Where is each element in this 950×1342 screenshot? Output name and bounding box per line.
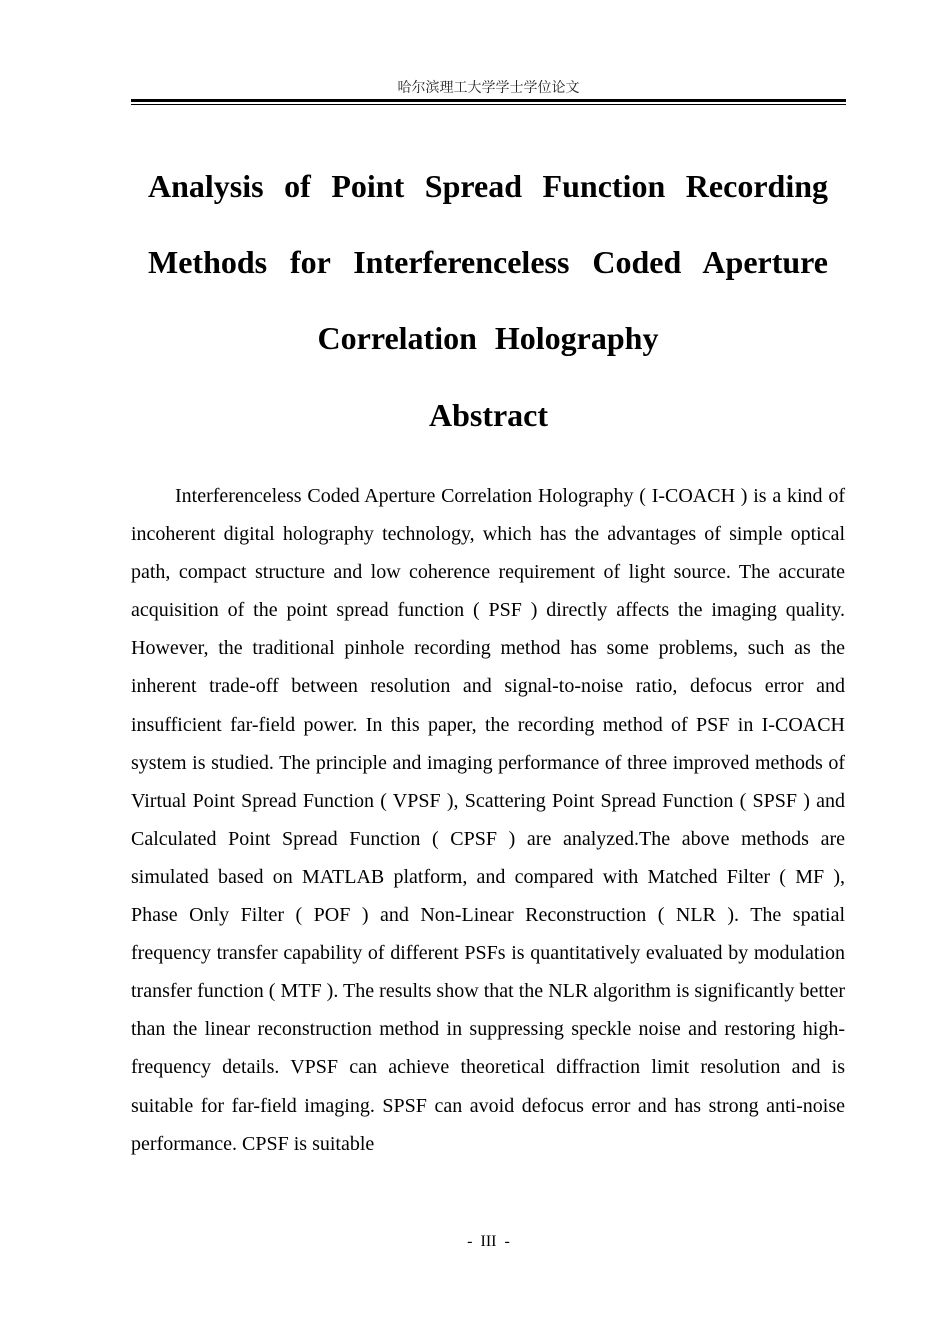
running-header: 哈尔滨理工大学学士学位论文 <box>397 80 580 96</box>
header-rule-thin <box>131 104 846 105</box>
header-rule-thick <box>131 99 846 102</box>
abstract-body: Interferenceless Coded Aperture Correlation Holography ( I-COACH ) is a kind of incoherent digital holography technology, which has the advantages of simple optical path, compact structure and low coherence requirement of light source. The accurate acquisition of the point spread function ( PSF ) directly affects the imaging quality. However, the traditional pinhole recording method has some problems, such as the inherent trade-off between resolution and signal-to-noise ratio, defocus error and insufficient far-field power. In this paper, the recording method of PSF in I-COACH system is studied. The principle and imaging performance of three improved methods of Virtual Point Spread Function ( VPSF ), Scattering Point Spread Function ( SPSF ) and Calculated Point Spread Function ( CPSF ) are analyzed.The above methods are simulated based on MATLAB platform, and compared with Matched Filter ( MF ), Phase Only Filter ( POF ) and Non-Linear Reconstruction ( NLR ). The spatial frequency transfer capability of different PSFs is quantitatively evaluated by modulation transfer function ( MTF ). The results show that the NLR algorithm is significantly better than the linear reconstruction method in suppressing speckle noise and restoring high-frequency details. VPSF can achieve theoretical diffraction limit resolution and is suitable for far-field imaging. SPSF can avoid defocus error and has strong anti-noise performance. CPSF is suitable <box>131 485 845 1155</box>
abstract-heading: Abstract <box>428 397 549 433</box>
thesis-title: Analysis of Point Spread Function Recording Methods for Interferenceless Coded Aperture Correlation Holography <box>148 168 828 356</box>
page-number: - III - <box>467 1233 510 1250</box>
